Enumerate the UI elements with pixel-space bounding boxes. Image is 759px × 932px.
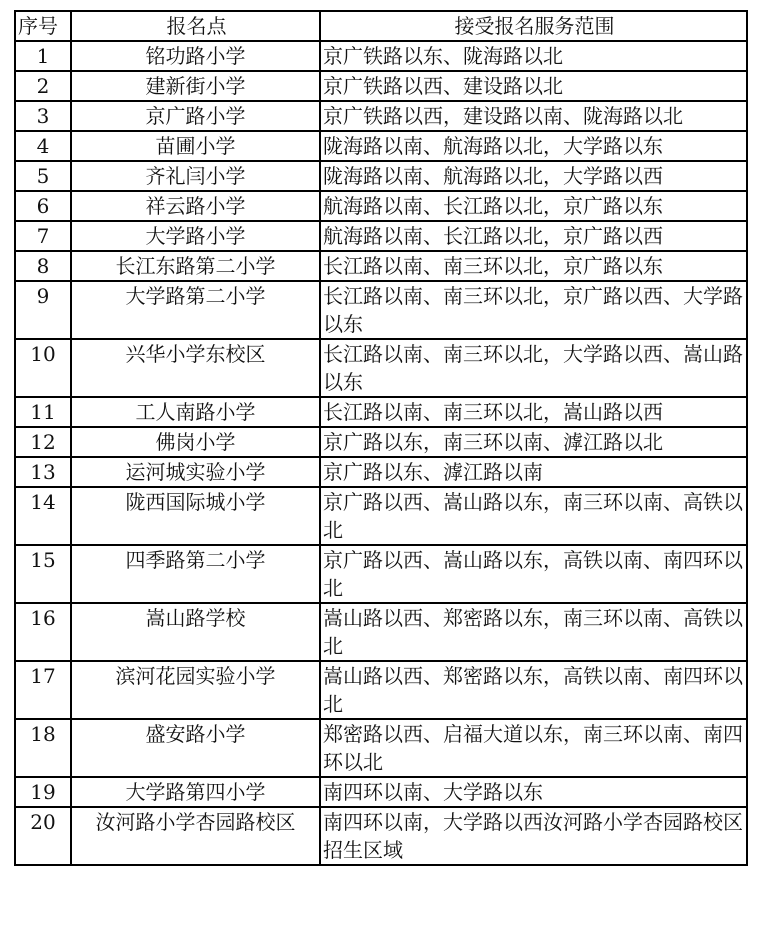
cell-no: 2 [15,71,71,101]
cell-no: 11 [15,397,71,427]
cell-no: 7 [15,221,71,251]
cell-no: 5 [15,161,71,191]
cell-site: 大学路第四小学 [71,777,320,807]
cell-site: 兴华小学东校区 [71,339,320,397]
enrollment-table [14,10,748,866]
table-row [15,131,747,161]
cell-range: 嵩山路以西、郑密路以东，高铁以南、南四环以北 [320,661,747,719]
cell-range: 嵩山路以西、郑密路以东，南三环以南、高铁以北 [320,603,747,661]
table-row [15,719,747,777]
cell-range: 南四环以南、大学路以东 [320,777,747,807]
cell-site: 佛岗小学 [71,427,320,457]
cell-range: 长江路以南、南三环以北，京广路以东 [320,251,747,281]
cell-site: 铭功路小学 [71,41,320,71]
table-row [15,281,747,339]
table-row [15,71,747,101]
table-row [15,397,747,427]
cell-no: 10 [15,339,71,397]
cell-range: 航海路以南、长江路以北，京广路以西 [320,221,747,251]
cell-no: 15 [15,545,71,603]
cell-no: 20 [15,807,71,865]
cell-site: 运河城实验小学 [71,457,320,487]
cell-no: 12 [15,427,71,457]
cell-range: 郑密路以西、启福大道以东，南三环以南、南四环以北 [320,719,747,777]
table-row [15,661,747,719]
cell-range: 长江路以南、南三环以北，嵩山路以西 [320,397,747,427]
cell-range: 陇海路以南、航海路以北，大学路以东 [320,131,747,161]
table-row [15,41,747,71]
cell-range: 航海路以南、长江路以北，京广路以东 [320,191,747,221]
table-row [15,339,747,397]
table-row [15,545,747,603]
cell-range: 京广路以东，南三环以南、滹江路以北 [320,427,747,457]
cell-site: 苗圃小学 [71,131,320,161]
cell-range: 长江路以南、南三环以北，京广路以西、大学路以东 [320,281,747,339]
table-row [15,101,747,131]
cell-no: 8 [15,251,71,281]
cell-no: 14 [15,487,71,545]
cell-site: 盛安路小学 [71,719,320,777]
cell-range: 京广路以西、嵩山路以东，南三环以南、高铁以北 [320,487,747,545]
cell-site: 建新街小学 [71,71,320,101]
table-row [15,251,747,281]
cell-site: 滨河花园实验小学 [71,661,320,719]
header-row [15,11,747,41]
cell-site: 长江东路第二小学 [71,251,320,281]
cell-no: 19 [15,777,71,807]
cell-range: 京广路以东、滹江路以南 [320,457,747,487]
cell-site: 大学路小学 [71,221,320,251]
cell-site: 京广路小学 [71,101,320,131]
cell-no: 17 [15,661,71,719]
cell-no: 9 [15,281,71,339]
cell-no: 4 [15,131,71,161]
table-row [15,487,747,545]
table-row [15,191,747,221]
cell-range: 长江路以南、南三环以北，大学路以西、嵩山路以东 [320,339,747,397]
cell-site: 工人南路小学 [71,397,320,427]
table-row [15,777,747,807]
table-row [15,427,747,457]
header-no: 序号 [15,11,71,41]
cell-no: 16 [15,603,71,661]
table-row [15,807,747,865]
table-row [15,161,747,191]
cell-range: 南四环以南，大学路以西汝河路小学杏园路校区招生区域 [320,807,747,865]
cell-range: 京广铁路以西，建设路以南、陇海路以北 [320,101,747,131]
cell-no: 18 [15,719,71,777]
table-row [15,221,747,251]
cell-no: 13 [15,457,71,487]
cell-site: 祥云路小学 [71,191,320,221]
table-row [15,457,747,487]
cell-no: 3 [15,101,71,131]
cell-site: 大学路第二小学 [71,281,320,339]
cell-site: 齐礼闫小学 [71,161,320,191]
cell-site: 陇西国际城小学 [71,487,320,545]
header-site: 报名点 [71,11,320,41]
cell-range: 京广路以西、嵩山路以东，高铁以南、南四环以北 [320,545,747,603]
cell-range: 陇海路以南、航海路以北，大学路以西 [320,161,747,191]
cell-site: 汝河路小学杏园路校区 [71,807,320,865]
cell-site: 嵩山路学校 [71,603,320,661]
cell-site: 四季路第二小学 [71,545,320,603]
cell-range: 京广铁路以东、陇海路以北 [320,41,747,71]
table-row [15,603,747,661]
header-range: 接受报名服务范围 [320,11,747,41]
cell-no: 6 [15,191,71,221]
cell-no: 1 [15,41,71,71]
cell-range: 京广铁路以西、建设路以北 [320,71,747,101]
